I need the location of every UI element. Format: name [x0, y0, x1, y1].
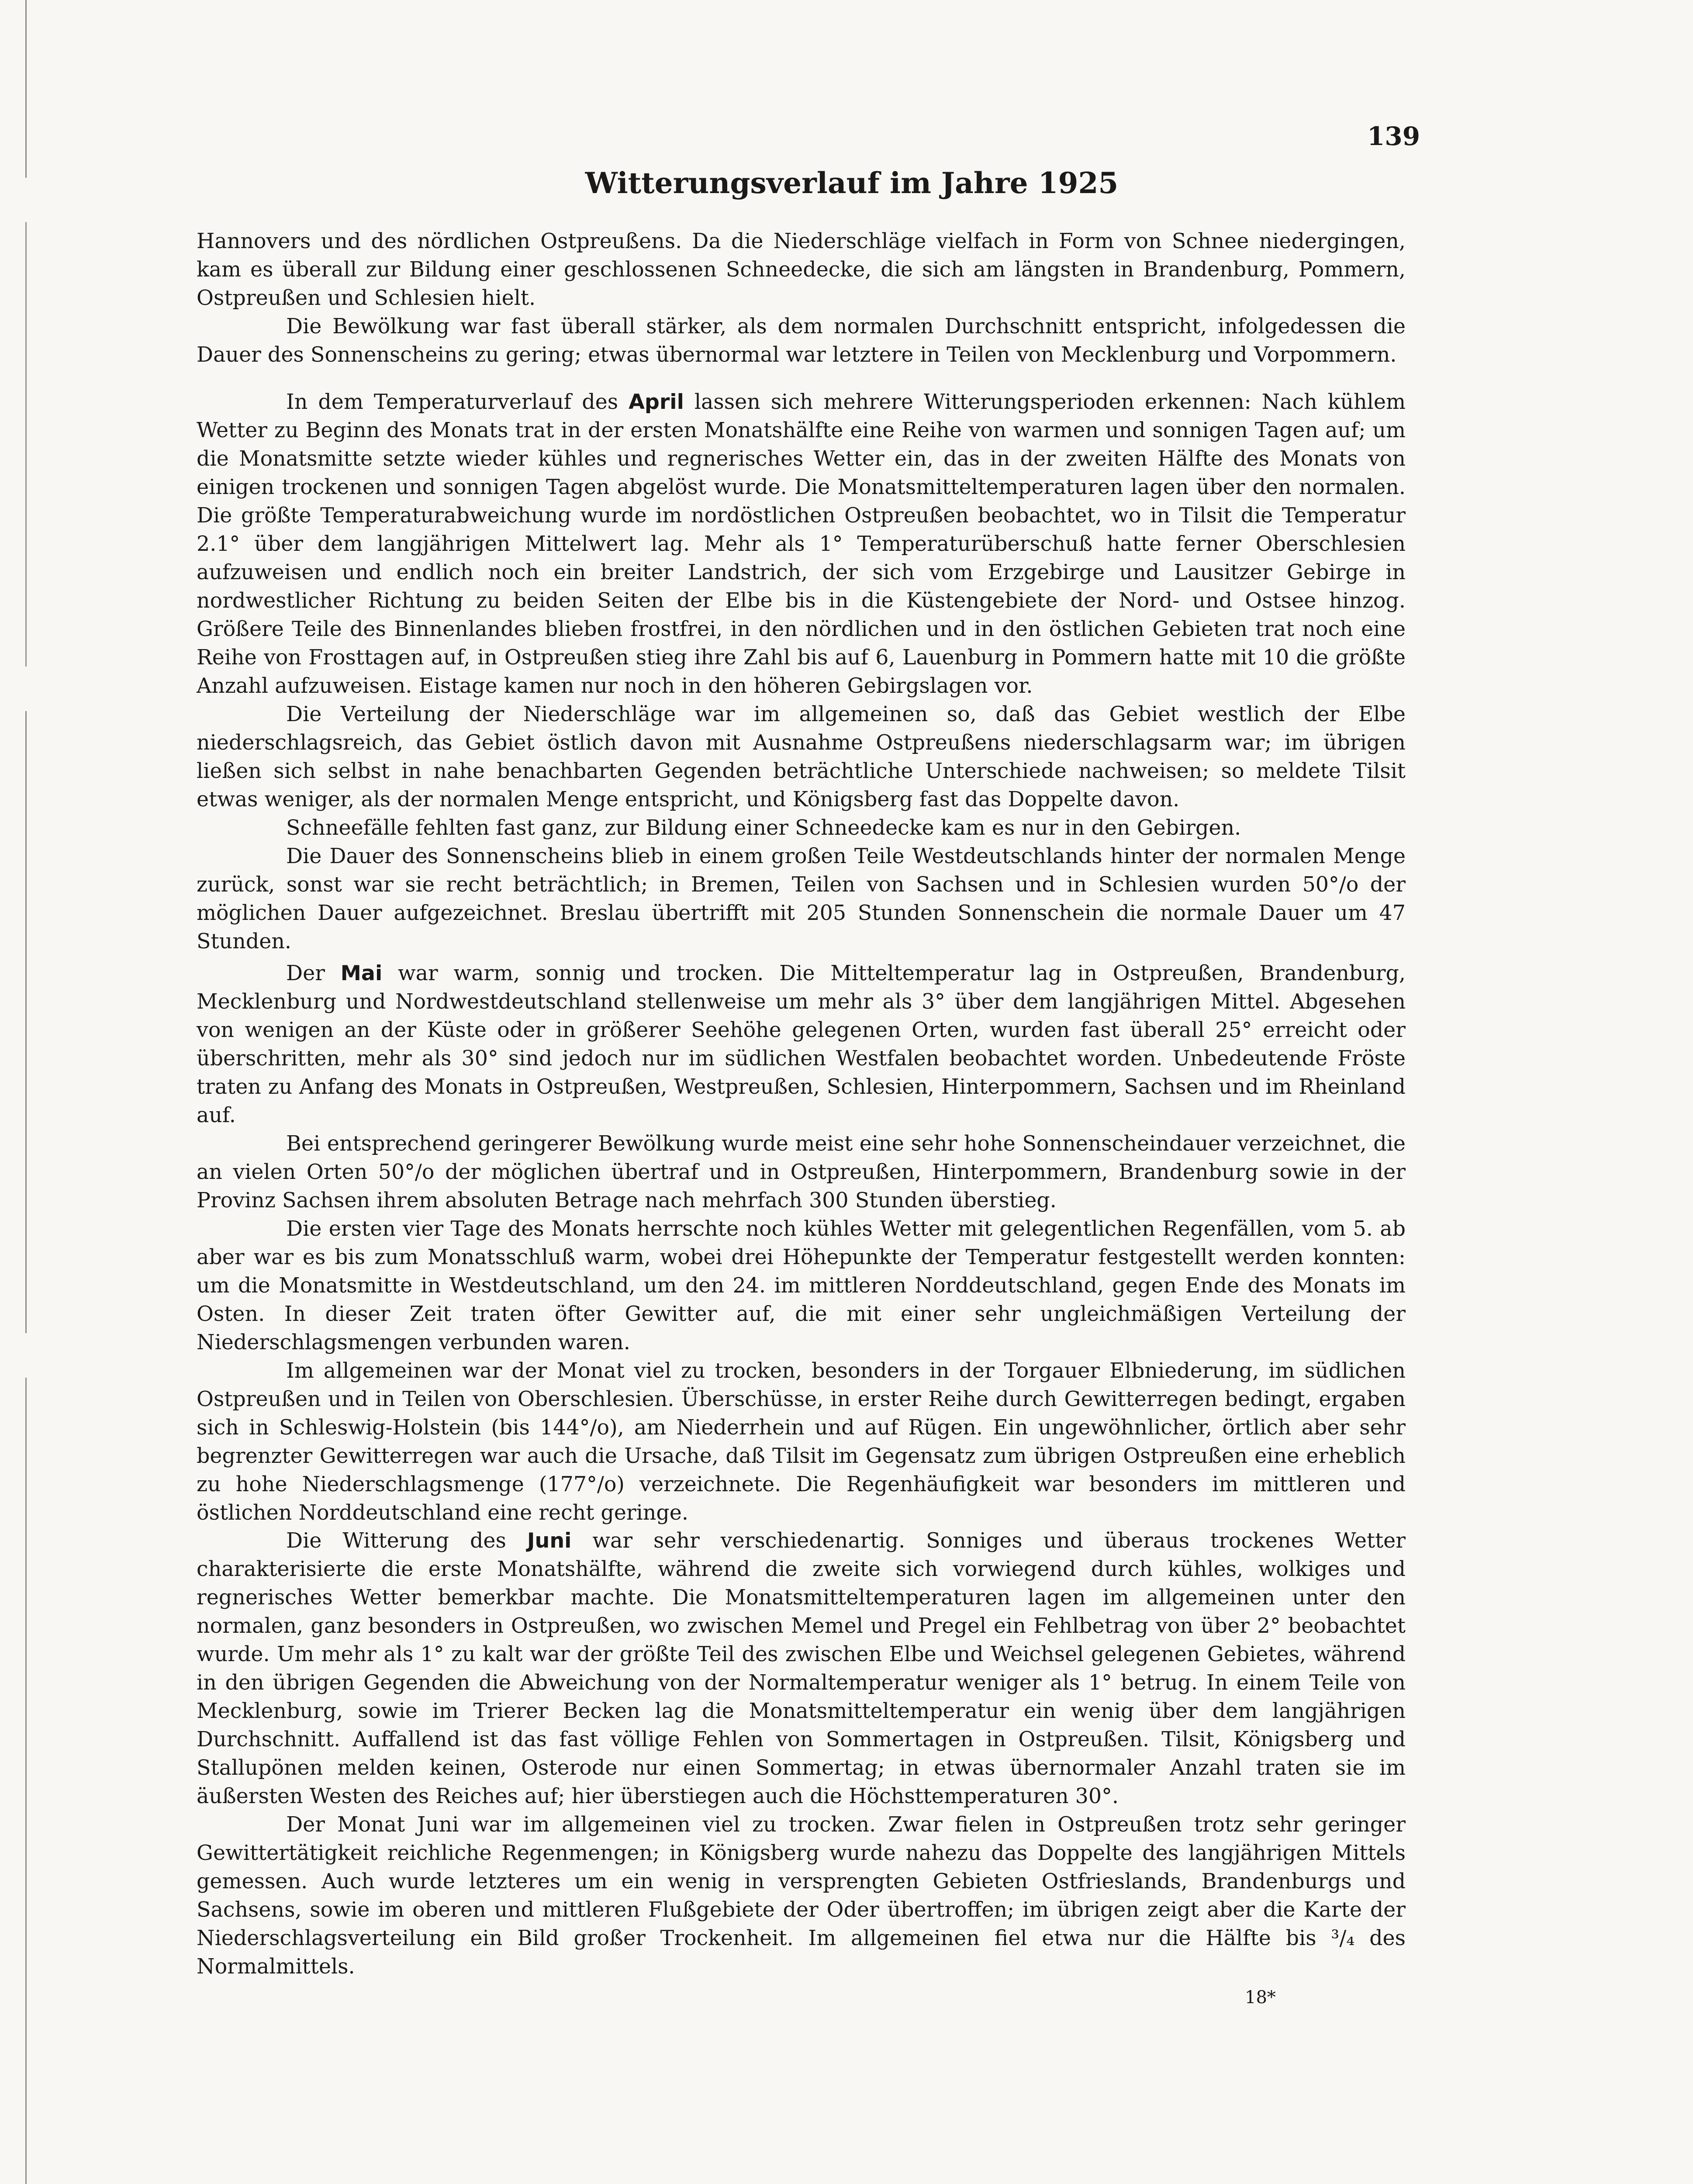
month-heading-mai: Mai — [340, 961, 383, 985]
lead-text: In dem Temperaturverlauf des — [286, 390, 618, 414]
april-lead-paragraph — [197, 388, 1406, 700]
page-title: Witterungsverlauf im Jahre 1925 — [585, 166, 1119, 200]
month-heading-april: April — [629, 390, 684, 414]
printer-signature-mark: 18* — [1245, 1987, 1276, 2008]
lead-text: war warm, sonnig und trocken. Die Mitteltemperatur lag in Ostpreußen, Brandenburg, Mecklenburg und Nordwestdeutschland stellenweise um mehr als 3° über dem langjährigen Mittel. Abgesehen von wenigen an der Küste oder in größerer Seehöhe gelegenen Orten, wurden fast überall 25° erreicht oder überschritten, mehr als 30° sind jedoch nur im südlichen Westfalen beobachtet worden. Unbedeutende Fröste traten zu Anfang des Monats in Ostpreußen, Westpreußen, Schlesien, Hinterpommern, Sachsen und im Rheinland auf. — [197, 961, 1406, 1127]
lead-text: war sehr verschiedenartig. Sonniges und überaus trockenes Wetter charakterisierte die erste Monatshälfte, während die zweite sich vorwiegend durch kühles, wolkiges und regnerisches Wetter bemerkbar machte. Die Monatsmitteltemperaturen lagen im allgemeinen unter den normalen, ganz besonders in Ostpreußen, wo zwischen Memel und Pregel ein Fehlbetrag von über 2° beobachtet wurde. Um mehr als 1° zu kalt war der größte Teil des zwischen Elbe und Weichsel gelegenen Gebietes, während in den übrigen Gegenden die Abweichung von der Normaltemperatur weniger als 1° betrug. In einem Teile von Mecklenburg, sowie im Trierer Becken lag die Monatsmitteltemperatur ein wenig über dem langjährigen Durchschnitt. Auffallend ist das fast völlige Fehlen von Sommertagen in Ostpreußen. Tilsit, Königsberg und Stallupönen melden keinen, Osterode nur einen Sommertag; in etwas übernormaler Anzahl traten sie im äußersten Westen des Reiches auf; hier überstiegen auch die Höchsttemperaturen 30°. — [197, 1529, 1406, 1808]
paragraph: Bei entsprechend geringerer Bewölkung wurde meist eine sehr hohe Sonnenscheindauer verzeichnet, die an vielen Orten 50°/o der möglichen übertraf und in Ostpreußen, Hinterpommern, Brandenburg sowie in der Provinz Sachsen ihrem absoluten Betrage nach mehrfach 300 Stunden überstieg. — [197, 1132, 1406, 1213]
page-number: 139 — [1367, 121, 1420, 151]
paragraph: Der Monat Juni war im allgemeinen viel zu trocken. Zwar fielen in Ostpreußen trotz sehr geringer Gewittertätigkeit reichliche Regenmengen; in Königsberg wurde nahezu das Doppelte des langjährigen Mittels gemessen. Auch wurde letzteres um ein wenig in versprengten Gebieten Ostfrieslands, Brandenburgs und Sachsens, sowie im oberen und mittleren Flußgebiete der Oder übertroffen; im übrigen zeigt aber die Karte der Niederschlagsverteilung ein Bild großer Trockenheit. Im allgemeinen fiel etwa nur die Hälfte bis ³/₄ des Normalmittels. — [197, 1813, 1406, 1979]
april-section — [197, 388, 1406, 956]
juni-section — [197, 1527, 1406, 1981]
paragraph: Im allgemeinen war der Monat viel zu trocken, besonders in der Torgauer Elbniederung, im südlichen Ostpreußen und in Teilen von Oberschlesien. Überschüsse, in erster Reihe durch Gewitterregen bedingt, ergaben sich in Schleswig-Holstein (bis 144°/o), am Niederrhein und auf Rügen. Ein ungewöhnlicher, örtlich aber sehr begrenzter Gewitterregen war auch die Ursache, daß Tilsit im Gegensatz zum übrigen Ostpreußen eine erheblich zu hohe Niederschlagsmenge (177°/o) verzeichnete. Die Regenhäufigkeit war besonders im mittleren und östlichen Norddeutschland eine recht geringe. — [197, 1359, 1406, 1525]
paragraph: Die Verteilung der Niederschläge war im allgemeinen so, daß das Gebiet westlich der Elbe niederschlagsreich, das Gebiet östlich davon mit Ausnahme Ostpreußens niederschlagsarm war; im übrigen ließen sich selbst in nahe benachbarten Gegenden beträchtliche Unterschiede nachweisen; so meldete Tilsit etwas weniger, als der normalen Menge entspricht, und Königsberg fast das Doppelte davon. — [197, 702, 1406, 812]
paragraph: Die Bewölkung war fast überall stärker, als dem normalen Durchschnitt entspricht, infolgedessen die Dauer des Sonnenscheins zu gering; etwas übernormal war letztere in Teilen von Mecklenburg und Vorpommern. — [197, 314, 1406, 367]
binding-edge-line — [25, 0, 27, 2184]
juni-lead-paragraph — [197, 1527, 1406, 1811]
paragraph: Die Dauer des Sonnenscheins blieb in einem großen Teile Westdeutschlands hinter der normalen Menge zurück, sonst war sie recht beträchtlich; in Bremen, Teilen von Sachsen und in Schlesien wurden 50°/o der möglichen Dauer aufgezeichnet. Breslau übertrifft mit 205 Stunden Sonnenschein die normale Dauer um 47 Stunden. — [197, 844, 1406, 954]
intro-section — [197, 227, 1406, 369]
mai-lead-paragraph — [197, 959, 1406, 1130]
paragraph: Schneefälle fehlten fast ganz, zur Bildung einer Schneedecke kam es nur in den Gebirgen. — [286, 816, 1241, 840]
paragraph: Hannovers und des nördlichen Ostpreußens. Da die Niederschläge vielfach in Form von Schnee niedergingen, kam es überall zur Bildung einer geschlossenen Schneedecke, die sich am längsten in Brandenburg, Pommern, Ostpreußen und Schlesien hielt. — [197, 229, 1406, 310]
lead-text: Die Witterung des — [286, 1529, 506, 1553]
paragraph: Die ersten vier Tage des Monats herrschte noch kühles Wetter mit gelegentlichen Regenfällen, vom 5. ab aber war es bis zum Monatsschluß warm, wobei drei Höhepunkte der Temperatur festgestellt werden konnten: um die Monatsmitte in Westdeutschland, um den 24. im mittleren Norddeutschland, gegen Ende des Monats im Osten. In dieser Zeit traten öfter Gewitter auf, die mit einer sehr ungleichmäßigen Verteilung der Niederschlagsmengen verbunden waren. — [197, 1217, 1406, 1355]
lead-text: lassen sich mehrere Witterungsperioden erkennen: Nach kühlem Wetter zu Beginn des Monats trat in der ersten Monatshälfte eine Reihe von warmen und sonnigen Tagen auf; um die Monatsmitte setzte wieder kühles und regnerisches Wetter ein, das in der zweiten Hälfte des Monats von einigen trockenen und sonnigen Tagen abgelöst wurde. Die Monatsmitteltemperaturen lagen über den normalen. Die größte Temperaturabweichung wurde im nordöstlichen Ostpreußen beobachtet, wo in Tilsit die Temperatur 2.1° über dem langjährigen Mittelwert lag. Mehr als 1° Temperaturüberschuß hatte ferner Oberschlesien aufzuweisen und endlich noch ein breiter Landstrich, der sich vom Erzgebirge und Lausitzer Gebirge in nordwestlicher Richtung zu beiden Seiten der Elbe bis in die Küstengebiete der Nord- und Ostsee hinzog. Größere Teile des Binnenlandes blieben frostfrei, in den nördlichen und in den östlichen Gebieten trat noch eine Reihe von Frosttagen auf, in Ostpreußen stieg ihre Zahl bis auf 6, Lauenburg in Pommern hatte mit 10 die größte Anzahl aufzuweisen. Eistage kamen nur noch in den höheren Gebirgslagen vor. — [197, 390, 1406, 698]
lead-text: Der — [286, 961, 325, 985]
month-heading-juni: Juni — [527, 1529, 572, 1553]
mai-section — [197, 959, 1406, 1527]
